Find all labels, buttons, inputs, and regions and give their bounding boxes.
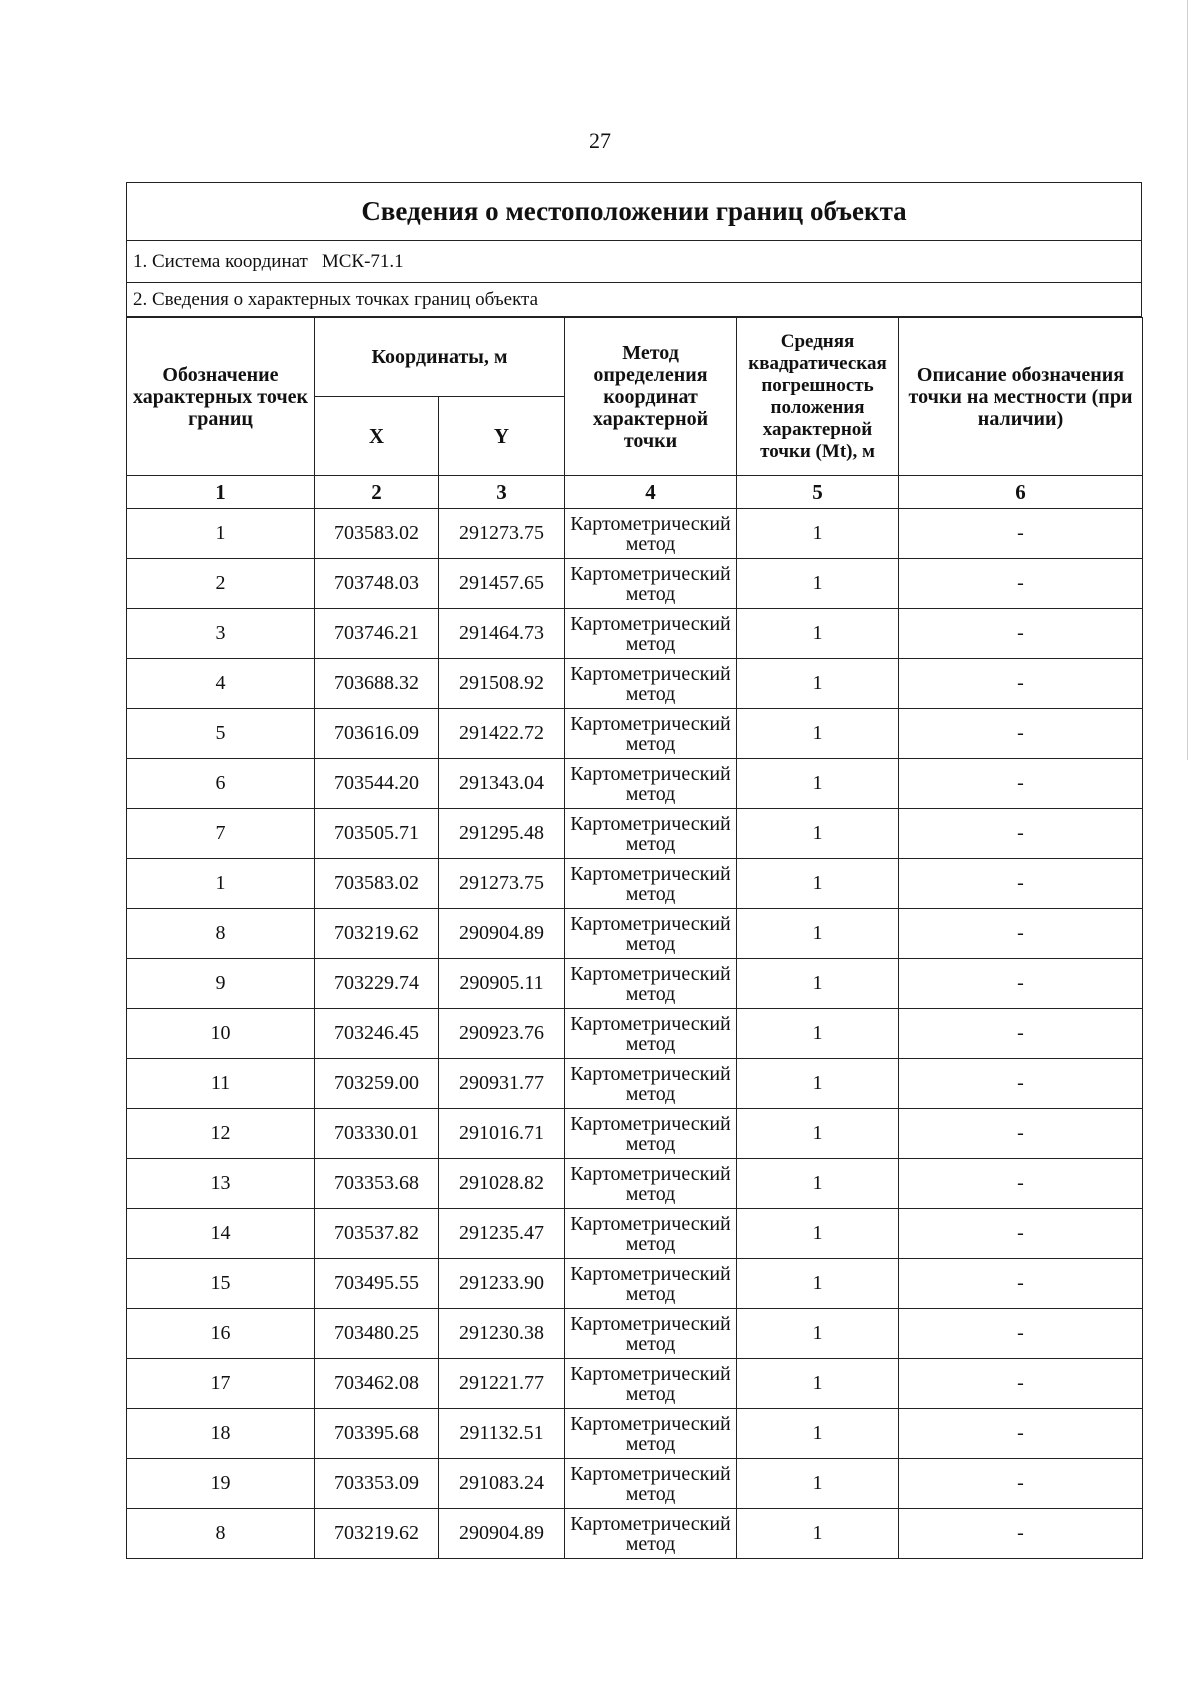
y-cell: 290904.89 — [439, 909, 565, 959]
x-cell: 703688.32 — [315, 659, 439, 709]
method-line: метод — [625, 532, 676, 555]
table-row — [127, 1209, 1143, 1259]
method-line: метод — [625, 1282, 676, 1305]
method-line: Картометрический — [570, 1512, 731, 1535]
y-cell: 290931.77 — [439, 1059, 565, 1109]
table-row — [127, 609, 1143, 659]
page-number: 27 — [589, 128, 611, 153]
x-cell: 703583.02 — [315, 509, 439, 559]
mt-cell: 1 — [737, 609, 899, 659]
table-row — [127, 759, 1143, 809]
x-cell: 703330.01 — [315, 1109, 439, 1159]
method-line: Картометрический — [570, 812, 731, 835]
description-cell: - — [899, 509, 1143, 559]
method-line: метод — [625, 1182, 676, 1205]
description-cell: - — [899, 1459, 1143, 1509]
point-cell: 13 — [127, 1159, 315, 1209]
method-line: Картометрический — [570, 1462, 731, 1485]
y-cell: 291235.47 — [439, 1209, 565, 1259]
mt-cell: 1 — [737, 1509, 899, 1559]
point-cell: 2 — [127, 559, 315, 609]
table-row — [127, 959, 1143, 1009]
point-cell: 1 — [127, 859, 315, 909]
y-cell: 290905.11 — [439, 959, 565, 1009]
method-cell — [565, 1409, 737, 1459]
mt-cell: 1 — [737, 1459, 899, 1509]
table-body — [127, 509, 1143, 1559]
method-line: метод — [625, 1232, 676, 1255]
method-line: метод — [625, 832, 676, 855]
method-line: метод — [625, 1082, 676, 1105]
coordinate-system-value: МСК-71.1 — [321, 250, 404, 272]
table-row — [127, 1309, 1143, 1359]
method-line: метод — [625, 1382, 676, 1405]
y-cell: 291464.73 — [439, 609, 565, 659]
method-line: метод — [625, 782, 676, 805]
mt-cell: 1 — [737, 1109, 899, 1159]
method-line: Картометрический — [570, 712, 731, 735]
method-cell — [565, 1159, 737, 1209]
y-cell: 291233.90 — [439, 1259, 565, 1309]
description-cell: - — [899, 709, 1143, 759]
mt-cell: 1 — [737, 1309, 899, 1359]
description-cell: - — [899, 1509, 1143, 1559]
method-cell — [565, 1509, 737, 1559]
point-cell: 6 — [127, 759, 315, 809]
method-cell — [565, 959, 737, 1009]
table-row — [127, 559, 1143, 609]
point-cell: 10 — [127, 1009, 315, 1059]
x-cell: 703544.20 — [315, 759, 439, 809]
description-cell: - — [899, 1209, 1143, 1259]
y-cell: 291083.24 — [439, 1459, 565, 1509]
description-cell: - — [899, 1059, 1143, 1109]
point-cell: 17 — [127, 1359, 315, 1409]
description-cell: - — [899, 559, 1143, 609]
method-line: Картометрический — [570, 862, 731, 885]
point-cell: 8 — [127, 1509, 315, 1559]
x-cell: 703583.02 — [315, 859, 439, 909]
mt-cell: 1 — [737, 709, 899, 759]
coordinate-system-label: 1. Система координат — [133, 250, 308, 272]
col-header-description: Описание обозначения точки на местности (при наличии) — [899, 318, 1143, 476]
col-header-x: X — [315, 397, 439, 476]
method-cell — [565, 1459, 737, 1509]
col-header-designation: Обозначение характерных точек границ — [127, 318, 315, 476]
y-cell: 291221.77 — [439, 1359, 565, 1409]
method-cell — [565, 759, 737, 809]
table-row — [127, 1459, 1143, 1509]
x-cell: 703353.68 — [315, 1159, 439, 1209]
y-cell: 290904.89 — [439, 1509, 565, 1559]
y-cell: 291016.71 — [439, 1109, 565, 1159]
method-line: Картометрический — [570, 1262, 731, 1285]
method-line: Картометрический — [570, 612, 731, 635]
x-cell: 703746.21 — [315, 609, 439, 659]
point-cell: 18 — [127, 1409, 315, 1459]
y-cell: 290923.76 — [439, 1009, 565, 1059]
point-cell: 14 — [127, 1209, 315, 1259]
y-cell: 291230.38 — [439, 1309, 565, 1359]
point-cell: 11 — [127, 1059, 315, 1109]
mt-cell: 1 — [737, 759, 899, 809]
description-cell: - — [899, 759, 1143, 809]
x-cell: 703219.62 — [315, 1509, 439, 1559]
method-line: метод — [625, 1132, 676, 1155]
description-cell: - — [899, 1109, 1143, 1159]
column-number: 2 — [315, 476, 439, 509]
col-header-error: Средняя квадратическая погрешность положения характерной точки (Mt), м — [737, 318, 899, 476]
description-cell: - — [899, 1159, 1143, 1209]
mt-cell: 1 — [737, 959, 899, 1009]
y-cell: 291508.92 — [439, 659, 565, 709]
method-line: метод — [625, 632, 676, 655]
method-line: Картометрический — [570, 512, 731, 535]
method-line: Картометрический — [570, 1012, 731, 1035]
table-row — [127, 1259, 1143, 1309]
scan-edge-line — [1187, 0, 1188, 760]
method-line: Картометрический — [570, 1312, 731, 1335]
points-section-title: 2. Сведения о характерных точках границ объекта — [126, 283, 1142, 317]
method-cell — [565, 909, 737, 959]
col-header-y: Y — [439, 397, 565, 476]
mt-cell: 1 — [737, 1009, 899, 1059]
table-row — [127, 809, 1143, 859]
method-line: Картометрический — [570, 912, 731, 935]
x-cell: 703537.82 — [315, 1209, 439, 1259]
point-cell: 1 — [127, 509, 315, 559]
mt-cell: 1 — [737, 1359, 899, 1409]
method-line: метод — [625, 732, 676, 755]
mt-cell: 1 — [737, 509, 899, 559]
method-line: метод — [625, 1482, 676, 1505]
x-cell: 703495.55 — [315, 1259, 439, 1309]
method-cell — [565, 559, 737, 609]
y-cell: 291028.82 — [439, 1159, 565, 1209]
table-row — [127, 1409, 1143, 1459]
document-title: Сведения о местоположении границ объекта — [126, 182, 1142, 241]
point-cell: 7 — [127, 809, 315, 859]
method-line: Картометрический — [570, 562, 731, 585]
method-line: метод — [625, 1532, 676, 1555]
method-line: Картометрический — [570, 1212, 731, 1235]
mt-cell: 1 — [737, 659, 899, 709]
method-line: Картометрический — [570, 662, 731, 685]
description-cell: - — [899, 1309, 1143, 1359]
method-line: Картометрический — [570, 1412, 731, 1435]
method-cell — [565, 709, 737, 759]
x-cell: 703259.00 — [315, 1059, 439, 1109]
mt-cell: 1 — [737, 1409, 899, 1459]
mt-cell: 1 — [737, 559, 899, 609]
method-cell — [565, 659, 737, 709]
description-cell: - — [899, 1009, 1143, 1059]
point-cell: 3 — [127, 609, 315, 659]
x-cell: 703480.25 — [315, 1309, 439, 1359]
y-cell: 291422.72 — [439, 709, 565, 759]
method-line: Картометрический — [570, 762, 731, 785]
description-cell: - — [899, 1259, 1143, 1309]
method-cell — [565, 1359, 737, 1409]
x-cell: 703505.71 — [315, 809, 439, 859]
method-line: Картометрический — [570, 1162, 731, 1185]
boundary-info-sheet — [126, 182, 1142, 1559]
column-number: 3 — [439, 476, 565, 509]
method-cell — [565, 1209, 737, 1259]
x-cell: 703219.62 — [315, 909, 439, 959]
method-cell — [565, 809, 737, 859]
method-line: метод — [625, 1432, 676, 1455]
description-cell: - — [899, 659, 1143, 709]
column-number-row — [127, 476, 1143, 509]
mt-cell: 1 — [737, 1159, 899, 1209]
table-row — [127, 1509, 1143, 1559]
method-line: метод — [625, 882, 676, 905]
description-cell: - — [899, 1409, 1143, 1459]
point-cell: 4 — [127, 659, 315, 709]
y-cell: 291273.75 — [439, 859, 565, 909]
y-cell: 291343.04 — [439, 759, 565, 809]
x-cell: 703462.08 — [315, 1359, 439, 1409]
description-cell: - — [899, 809, 1143, 859]
method-line: Картометрический — [570, 1062, 731, 1085]
method-line: Картометрический — [570, 962, 731, 985]
description-cell: - — [899, 859, 1143, 909]
method-line: метод — [625, 932, 676, 955]
coordinate-system-row — [126, 241, 1142, 283]
column-number: 1 — [127, 476, 315, 509]
mt-cell: 1 — [737, 909, 899, 959]
mt-cell: 1 — [737, 1059, 899, 1109]
col-header-coordinates: Координаты, м — [315, 318, 565, 397]
method-line: метод — [625, 1332, 676, 1355]
point-cell: 5 — [127, 709, 315, 759]
description-cell: - — [899, 609, 1143, 659]
description-cell: - — [899, 1359, 1143, 1409]
method-cell — [565, 509, 737, 559]
method-cell — [565, 1309, 737, 1359]
table-row — [127, 659, 1143, 709]
x-cell: 703246.45 — [315, 1009, 439, 1059]
table-row — [127, 1009, 1143, 1059]
point-cell: 19 — [127, 1459, 315, 1509]
table-row — [127, 909, 1143, 959]
column-number: 4 — [565, 476, 737, 509]
y-cell: 291132.51 — [439, 1409, 565, 1459]
x-cell: 703229.74 — [315, 959, 439, 1009]
y-cell: 291273.75 — [439, 509, 565, 559]
method-line: Картометрический — [570, 1112, 731, 1135]
mt-cell: 1 — [737, 809, 899, 859]
method-line: метод — [625, 982, 676, 1005]
table-row — [127, 859, 1143, 909]
col-header-method: Метод определения координат характерной точки — [565, 318, 737, 476]
method-line: метод — [625, 682, 676, 705]
y-cell: 291457.65 — [439, 559, 565, 609]
table-row — [127, 1059, 1143, 1109]
method-line: метод — [625, 582, 676, 605]
y-cell: 291295.48 — [439, 809, 565, 859]
method-line: Картометрический — [570, 1362, 731, 1385]
method-cell — [565, 1059, 737, 1109]
method-cell — [565, 859, 737, 909]
description-cell: - — [899, 959, 1143, 1009]
table-row — [127, 1109, 1143, 1159]
point-cell: 16 — [127, 1309, 315, 1359]
description-cell: - — [899, 909, 1143, 959]
x-cell: 703353.09 — [315, 1459, 439, 1509]
table-row — [127, 509, 1143, 559]
point-cell: 8 — [127, 909, 315, 959]
method-cell — [565, 1009, 737, 1059]
mt-cell: 1 — [737, 1209, 899, 1259]
column-number: 6 — [899, 476, 1143, 509]
table-row — [127, 1159, 1143, 1209]
point-cell: 15 — [127, 1259, 315, 1309]
boundary-points-table — [126, 317, 1143, 1559]
table-row — [127, 1359, 1143, 1409]
x-cell: 703748.03 — [315, 559, 439, 609]
method-line: метод — [625, 1032, 676, 1055]
x-cell: 703616.09 — [315, 709, 439, 759]
column-number: 5 — [737, 476, 899, 509]
point-cell: 9 — [127, 959, 315, 1009]
point-cell: 12 — [127, 1109, 315, 1159]
method-cell — [565, 609, 737, 659]
mt-cell: 1 — [737, 1259, 899, 1309]
mt-cell: 1 — [737, 859, 899, 909]
x-cell: 703395.68 — [315, 1409, 439, 1459]
method-cell — [565, 1109, 737, 1159]
table-header-row — [127, 318, 1143, 397]
table-row — [127, 709, 1143, 759]
method-cell — [565, 1259, 737, 1309]
